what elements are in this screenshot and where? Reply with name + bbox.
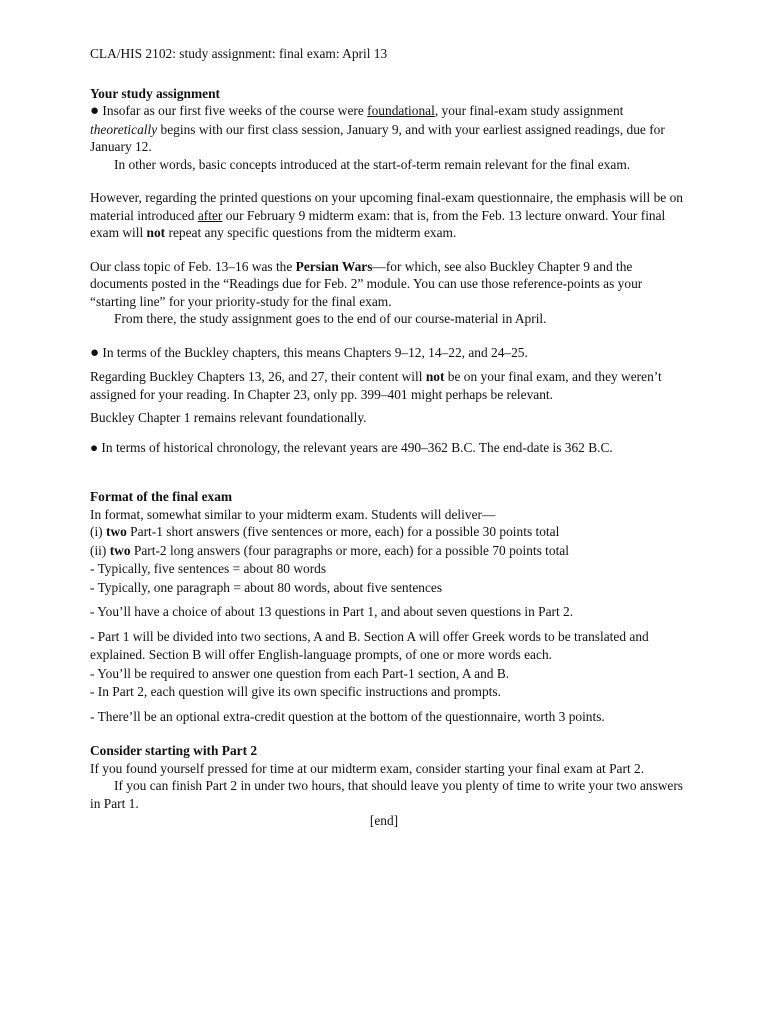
format-item-ii: (ii) two Part-2 long answers (four paragraphs or more, each) for a possible 70 points total [90, 542, 569, 558]
format-typically-sentences: - Typically, five sentences = about 80 words [90, 561, 327, 576]
study-paragraph-8: Buckley Chapter 1 remains relevant foundationally. [90, 410, 367, 425]
format-required: - You’ll be required to answer one question from each Part-1 section, A and B. [90, 665, 510, 681]
study-paragraph-3: However, regarding the printed questions on your upcoming final-exam questionnaire, the emphasis will be on material introduced after our February 9 midterm exam: that is, from the Feb. 13 lecture onward. Your final exam will not repeat any specific questions from the midterm exam. [90, 190, 683, 240]
consider-paragraph-1: If you found yourself pressed for time at our midterm exam, consider starting your final exam at Part 2. [90, 760, 645, 776]
study-paragraph-6: ● In terms of the Buckley chapters, this means Chapters 9–12, 14–22, and 24–25. [90, 344, 528, 361]
study-paragraph-4: Our class topic of Feb. 13–16 was the Persian Wars—for which, see also Buckley Chapter 9 and the documents posted in the “Readings due for Feb. 2” module. You can use those reference-points as your “starting line” for your priority-study for the final exam. [90, 258, 643, 309]
consider-paragraph-2: If you can finish Part 2 in under two hours, that should leave you plenty of time to write your two answers in Part 1. [90, 778, 683, 811]
consider-heading: Consider starting with Part 2 [90, 743, 258, 758]
format-extra-credit: - There’ll be an optional extra-credit question at the bottom of the questionnaire, worth 3 points. [90, 708, 605, 724]
not-bold: not [425, 369, 445, 384]
format-part1: - Part 1 will be divided into two sections, A and B. Section A will offer Greek words to be translated and explained. Section B will offer English-language prompts, of one or more words each. [90, 628, 649, 662]
after-underlined: after [197, 207, 223, 223]
document-header: CLA/HIS 2102: study assignment: final exam: April 13 [90, 46, 388, 61]
study-paragraph-9: ● In terms of historical chronology, the relevant years are 490–362 B.C. The end-date is 362 B.C. [90, 439, 613, 455]
format-item-i: (i) two Part-1 short answers (five sentences or more, each) for a possible 30 points total [90, 524, 560, 539]
bullet-icon: ● [90, 103, 100, 119]
format-heading: Format of the final exam [90, 489, 233, 504]
study-paragraph-5: From there, the study assignment goes to the end of our course-material in April. [114, 311, 547, 326]
format-choice: - You’ll have a choice of about 13 questions in Part 1, and about seven questions in Part 2. [90, 604, 574, 619]
end-marker: [end] [369, 813, 399, 828]
study-paragraph-1: ● Insofar as our first five weeks of the course were foundational, your final-exam study assignment theoretically begins with our first class session, January 9, and with your earliest assigned readings, due for January 12. [90, 103, 665, 154]
study-paragraph-7: Regarding Buckley Chapters 13, 26, and 27, their content will not be on your final exam, and they weren’t assigned for your reading. In Chapter 23, only pp. 399–401 might perhaps be relevant. [90, 369, 662, 402]
bullet-icon: ● [90, 344, 100, 361]
format-typically-paragraph: - Typically, one paragraph = about 80 words, about five sentences [90, 579, 443, 595]
theoretically-italic: theoretically [90, 121, 158, 137]
format-intro: In format, somewhat similar to your midterm exam. Students will deliver— [90, 506, 496, 522]
study-paragraph-2: In other words, basic concepts introduced at the start-of-term remain relevant for the final exam. [114, 156, 631, 172]
foundational-underlined: foundational [367, 103, 435, 118]
not-bold: not [146, 225, 166, 240]
format-part2: - In Part 2, each question will give its own specific instructions and prompts. [90, 684, 501, 699]
study-assignment-heading: Your study assignment [90, 85, 220, 101]
persian-wars-bold: Persian Wars [295, 258, 373, 274]
document-page [90, 45, 690, 830]
